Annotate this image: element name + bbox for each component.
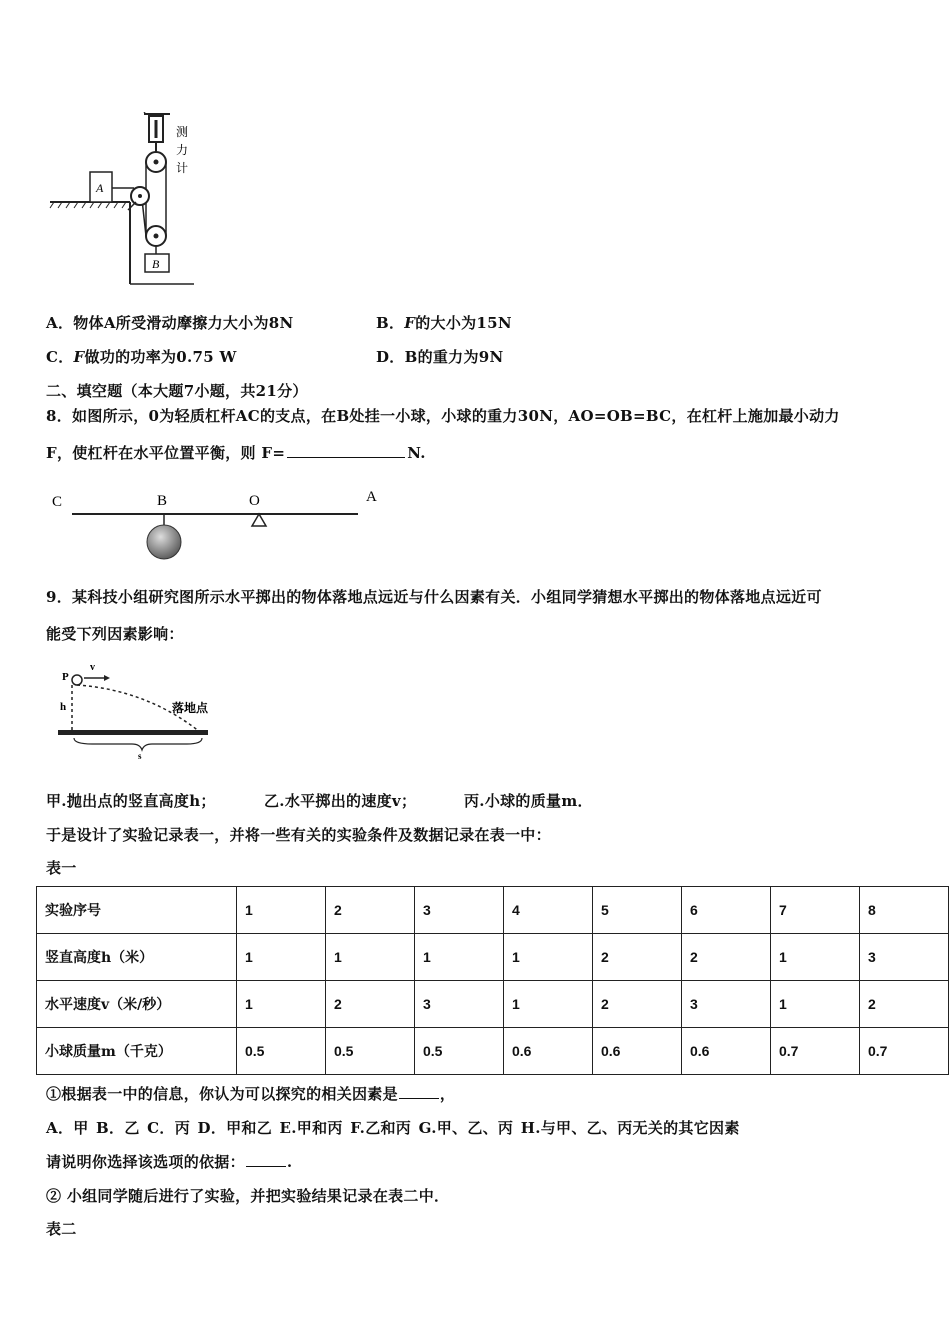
factor-yi: 乙.水平掷出的速度v； (264, 792, 417, 810)
projectile-figure (52, 660, 232, 760)
table-cell: 0.5 (326, 1028, 415, 1075)
table-cell: 3 (682, 981, 771, 1028)
point-c: C (52, 494, 63, 510)
label-v: v (90, 662, 95, 673)
block-a-label: A (96, 181, 104, 195)
block-b-label: B (152, 257, 160, 271)
label-s: s (138, 751, 142, 760)
lever-figure (44, 486, 394, 566)
row-label: 竖直高度h（米） (37, 934, 237, 981)
q7-option-d: D．B的重力为9N (376, 348, 504, 366)
table-cell: 7 (771, 887, 860, 934)
table-cell: 3 (860, 934, 949, 981)
table-cell: 2 (860, 981, 949, 1028)
table-cell: 2 (593, 934, 682, 981)
table-cell: 1 (415, 934, 504, 981)
dyno-label: 测 (176, 125, 189, 139)
table-one (36, 886, 949, 1075)
table1-title: 表一 (46, 859, 77, 877)
answer-blank[interactable] (246, 1152, 286, 1167)
table-cell: 1 (237, 887, 326, 934)
table-cell: 0.6 (682, 1028, 771, 1075)
table-row (37, 887, 949, 934)
sub-question-2: ② 小组同学随后进行了实验，并把实验结果记录在表二中． (46, 1187, 450, 1205)
table-cell: 0.7 (860, 1028, 949, 1075)
q7-option-c: C．F做功的功率为0.75 W (46, 348, 237, 366)
row-label: 实验序号 (37, 887, 237, 934)
table-row (37, 981, 949, 1028)
q8-line2: F，使杠杆在水平位置平衡，则 F= N. (46, 444, 426, 462)
table-cell: 0.6 (504, 1028, 593, 1075)
label-h: h (60, 701, 67, 713)
table-row (37, 1028, 949, 1075)
fulcrum-icon (252, 514, 266, 526)
design-text: 于是设计了实验记录表一，并将一些有关的实验条件及数据记录在表一中： (46, 826, 551, 844)
table-cell: 1 (771, 981, 860, 1028)
section-heading: 二、填空题（本大题7小题，共21分） (46, 382, 308, 400)
choices-line: A．甲 B．乙 C．丙 D．甲和乙 E.甲和丙 F.乙和丙 G.甲、乙、丙 H.与甲、乙、丙无关的其它因素 (46, 1119, 740, 1137)
table-cell: 1 (771, 934, 860, 981)
table2-title: 表二 (46, 1220, 77, 1238)
table-cell: 1 (326, 934, 415, 981)
factor-bing: 丙.小球的质量m． (464, 792, 593, 810)
table-cell: 2 (682, 934, 771, 981)
table-cell: 4 (504, 887, 593, 934)
answer-blank[interactable] (287, 443, 405, 458)
table-cell: 1 (504, 981, 593, 1028)
table-cell: 0.7 (771, 1028, 860, 1075)
label-p: P (62, 671, 69, 683)
label-landing: 落地点 (172, 701, 209, 715)
pulley-figure (44, 112, 214, 292)
table-cell: 3 (415, 981, 504, 1028)
q9-line1: 9．某科技小组研究图所示水平掷出的物体落地点远近与什么因素有关．小组同学猜想水平掷出的物体落地点远近可 (46, 588, 822, 606)
reason-line: 请说明你选择该选项的依据： . (46, 1153, 293, 1171)
table-cell: 1 (237, 981, 326, 1028)
svg-text:计: 计 (176, 161, 189, 175)
point-o: O (249, 493, 260, 509)
table-row (37, 934, 949, 981)
table-cell: 0.5 (415, 1028, 504, 1075)
ball (147, 525, 181, 559)
table-cell: 6 (682, 887, 771, 934)
table-cell: 2 (326, 981, 415, 1028)
table-cell: 3 (415, 887, 504, 934)
q7-option-b: B．F的大小为15N (376, 314, 512, 332)
point-a: A (366, 489, 377, 505)
q9-line2: 能受下列因素影响： (46, 625, 184, 643)
row-label: 小球质量m（千克） (37, 1028, 237, 1075)
table-cell: 1 (504, 934, 593, 981)
table-cell: 2 (326, 887, 415, 934)
table-cell: 2 (593, 981, 682, 1028)
table-cell: 8 (860, 887, 949, 934)
table-cell: 0.5 (237, 1028, 326, 1075)
table-cell: 0.6 (593, 1028, 682, 1075)
q8-line1: 8．如图所示，0为轻质杠杆AC的支点，在B处挂一小球，小球的重力30N，AO=OB=BC，在杠杆上施加最小动力 (46, 407, 840, 425)
svg-text:力: 力 (176, 143, 189, 157)
table-cell: 5 (593, 887, 682, 934)
q7-option-a: A．物体A所受滑动摩擦力大小为8N (46, 314, 294, 332)
row-label: 水平速度v（米/秒） (37, 981, 237, 1028)
point-b: B (157, 493, 168, 509)
table-cell: 1 (237, 934, 326, 981)
factor-jia: 甲.抛出点的竖直高度h； (46, 792, 216, 810)
answer-blank[interactable] (399, 1084, 439, 1099)
sub-question-1: ①根据表一中的信息，你认为可以探究的相关因素是 ， (46, 1085, 456, 1103)
